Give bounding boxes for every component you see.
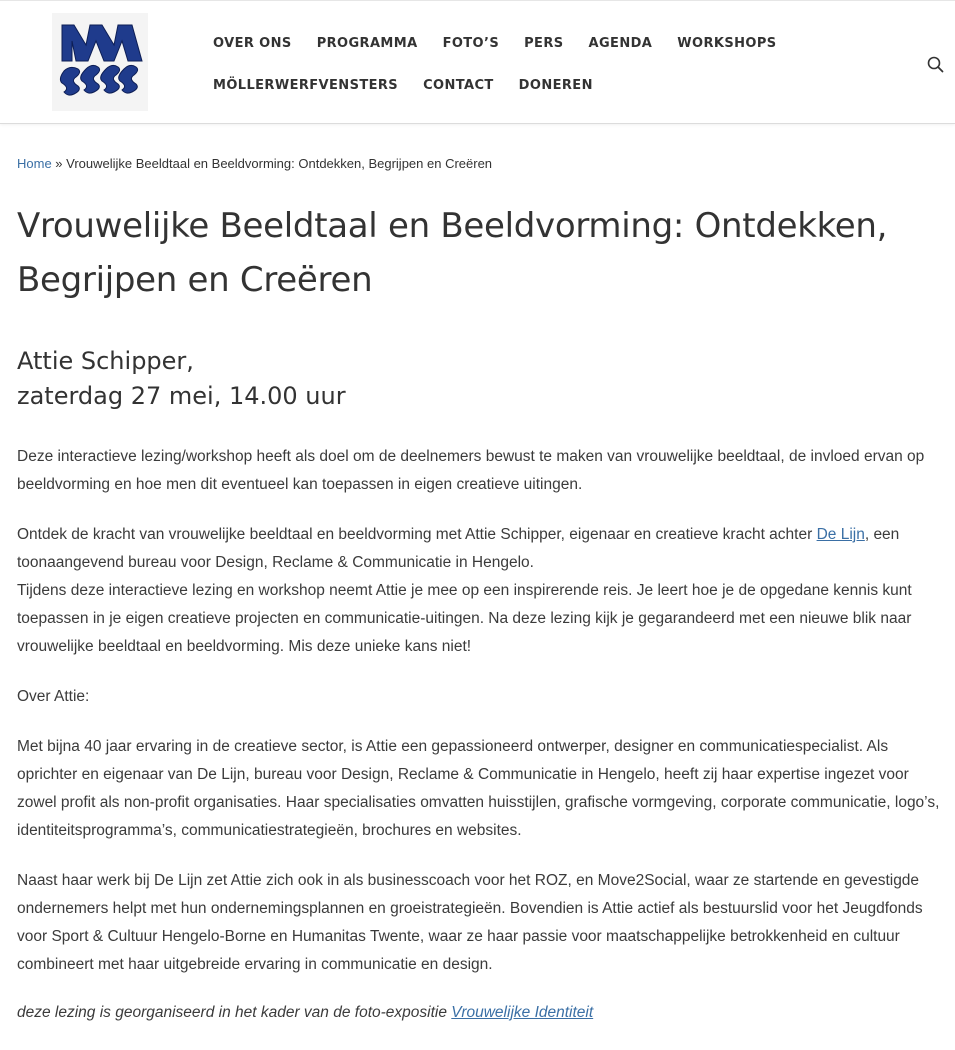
description-paragraph — [17, 521, 943, 661]
search-icon — [926, 55, 946, 75]
organized-note-text: deze lezing is georganiseerd in het kader van de foto-expositie — [17, 1004, 452, 1021]
page-title-line-1: Vrouwelijke Beeldtaal en Beeldvorming: Ontdekken, — [17, 206, 888, 246]
about-heading: Over Attie: — [17, 688, 90, 705]
description-text: Ontdek de kracht van vrouwelijke beeldtaal en beeldvorming met Attie Schipper, eigenaar en creatieve kracht achter — [17, 526, 817, 543]
nav-over-ons[interactable]: OVER ONS — [213, 35, 292, 51]
breadcrumb-separator: » — [51, 156, 67, 171]
nav-doneren[interactable]: DONEREN — [518, 77, 593, 93]
nav-row-2 — [213, 65, 853, 105]
nav-programma[interactable]: PROGRAMMA — [316, 35, 418, 51]
de-lijn-link[interactable]: De Lijn — [816, 526, 865, 543]
speaker-name: Attie Schipper, — [17, 347, 194, 375]
intro-paragraph: Deze interactieve lezing/workshop heeft als doel om de deelnemers bewust te maken van vrouwelijke beeldtaal, de invloed ervan op beeldvorming en hoe men dit eventueel kan toepassen in eigen creatieve uitingen. — [17, 448, 925, 493]
logo-icon[interactable] — [52, 13, 148, 111]
event-date: zaterdag 27 mei, 14.00 uur — [17, 382, 346, 410]
breadcrumb-home-link[interactable]: Home — [17, 156, 52, 171]
main-nav — [213, 23, 853, 105]
nav-agenda[interactable]: AGENDA — [588, 35, 653, 51]
page-title — [17, 199, 943, 307]
nav-fotos[interactable]: FOTO’S — [442, 35, 500, 51]
nav-row-1 — [213, 23, 853, 63]
breadcrumb — [17, 155, 943, 173]
exhibition-link[interactable]: Vrouwelijke Identiteit — [451, 1004, 594, 1021]
nav-mollerwerfvensters[interactable]: MÖLLERWERFVENSTERS — [213, 77, 399, 93]
organized-note — [17, 999, 943, 1027]
description-text-continued: , een toonaangevend bureau voor Design, Reclame & Communicatie in Hengelo. — [17, 526, 900, 571]
nav-workshops[interactable]: WORKSHOPS — [677, 35, 777, 51]
about-paragraph: Met bijna 40 jaar ervaring in de creatieve sector, is Attie een gepassioneerd ontwerper, designer en communicatiespecialist. Als oprichter en eigenaar van De Lijn, bureau voor Design, Reclame & Communicatie in Hengelo, heeft zij haar expertise ingezet voor zowel profit als non-profit organisaties. Haar specialisaties omvatten huisstijlen, grafische vormgeving, corporate communicatie, logo’s, identiteitsprogramma’s, communicatiestrategieën, brochures en websites. — [17, 738, 940, 839]
nav-contact[interactable]: CONTACT — [423, 77, 494, 93]
activities-paragraph: Naast haar werk bij De Lijn zet Attie zich ook in als businesscoach voor het ROZ, en Move2Social, waar ze startende en gevestigde ondernemers helpt met hun ondernemingsplannen en groeistrategieën. Bovendien is Attie actief als bestuurslid voor het Jeugdfonds voor Sport & Cultuur Hengelo-Borne en Humanitas Twente, waar ze haar passie voor maatschappelijke betrokkenheid en cultuur combineert met haar uitgebreide ervaring in communicatie en design. — [17, 872, 923, 973]
site-header — [0, 0, 955, 124]
breadcrumb-current: Vrouwelijke Beeldtaal en Beeldvorming: Ontdekken, Begrijpen en Creëren — [66, 156, 493, 171]
nav-pers[interactable]: PERS — [524, 35, 564, 51]
description-text-second: Tijdens deze interactieve lezing en workshop neemt Attie je mee op een inspirerende reis. Je leert hoe je de opgedane kennis kunt toepassen in je eigen creatieve projecten en communicatie-uitingen. Na deze lezing kijk je gegarandeerd met een nieuwe blik naar vrouwelijke beeldtaal en beeldvorming. Mis deze unieke kans niet! — [17, 582, 912, 655]
event-subtitle — [17, 344, 943, 414]
page-title-line-2: Begrijpen en Creëren — [17, 260, 373, 300]
search-button[interactable] — [926, 55, 946, 75]
main-content — [17, 155, 943, 1027]
